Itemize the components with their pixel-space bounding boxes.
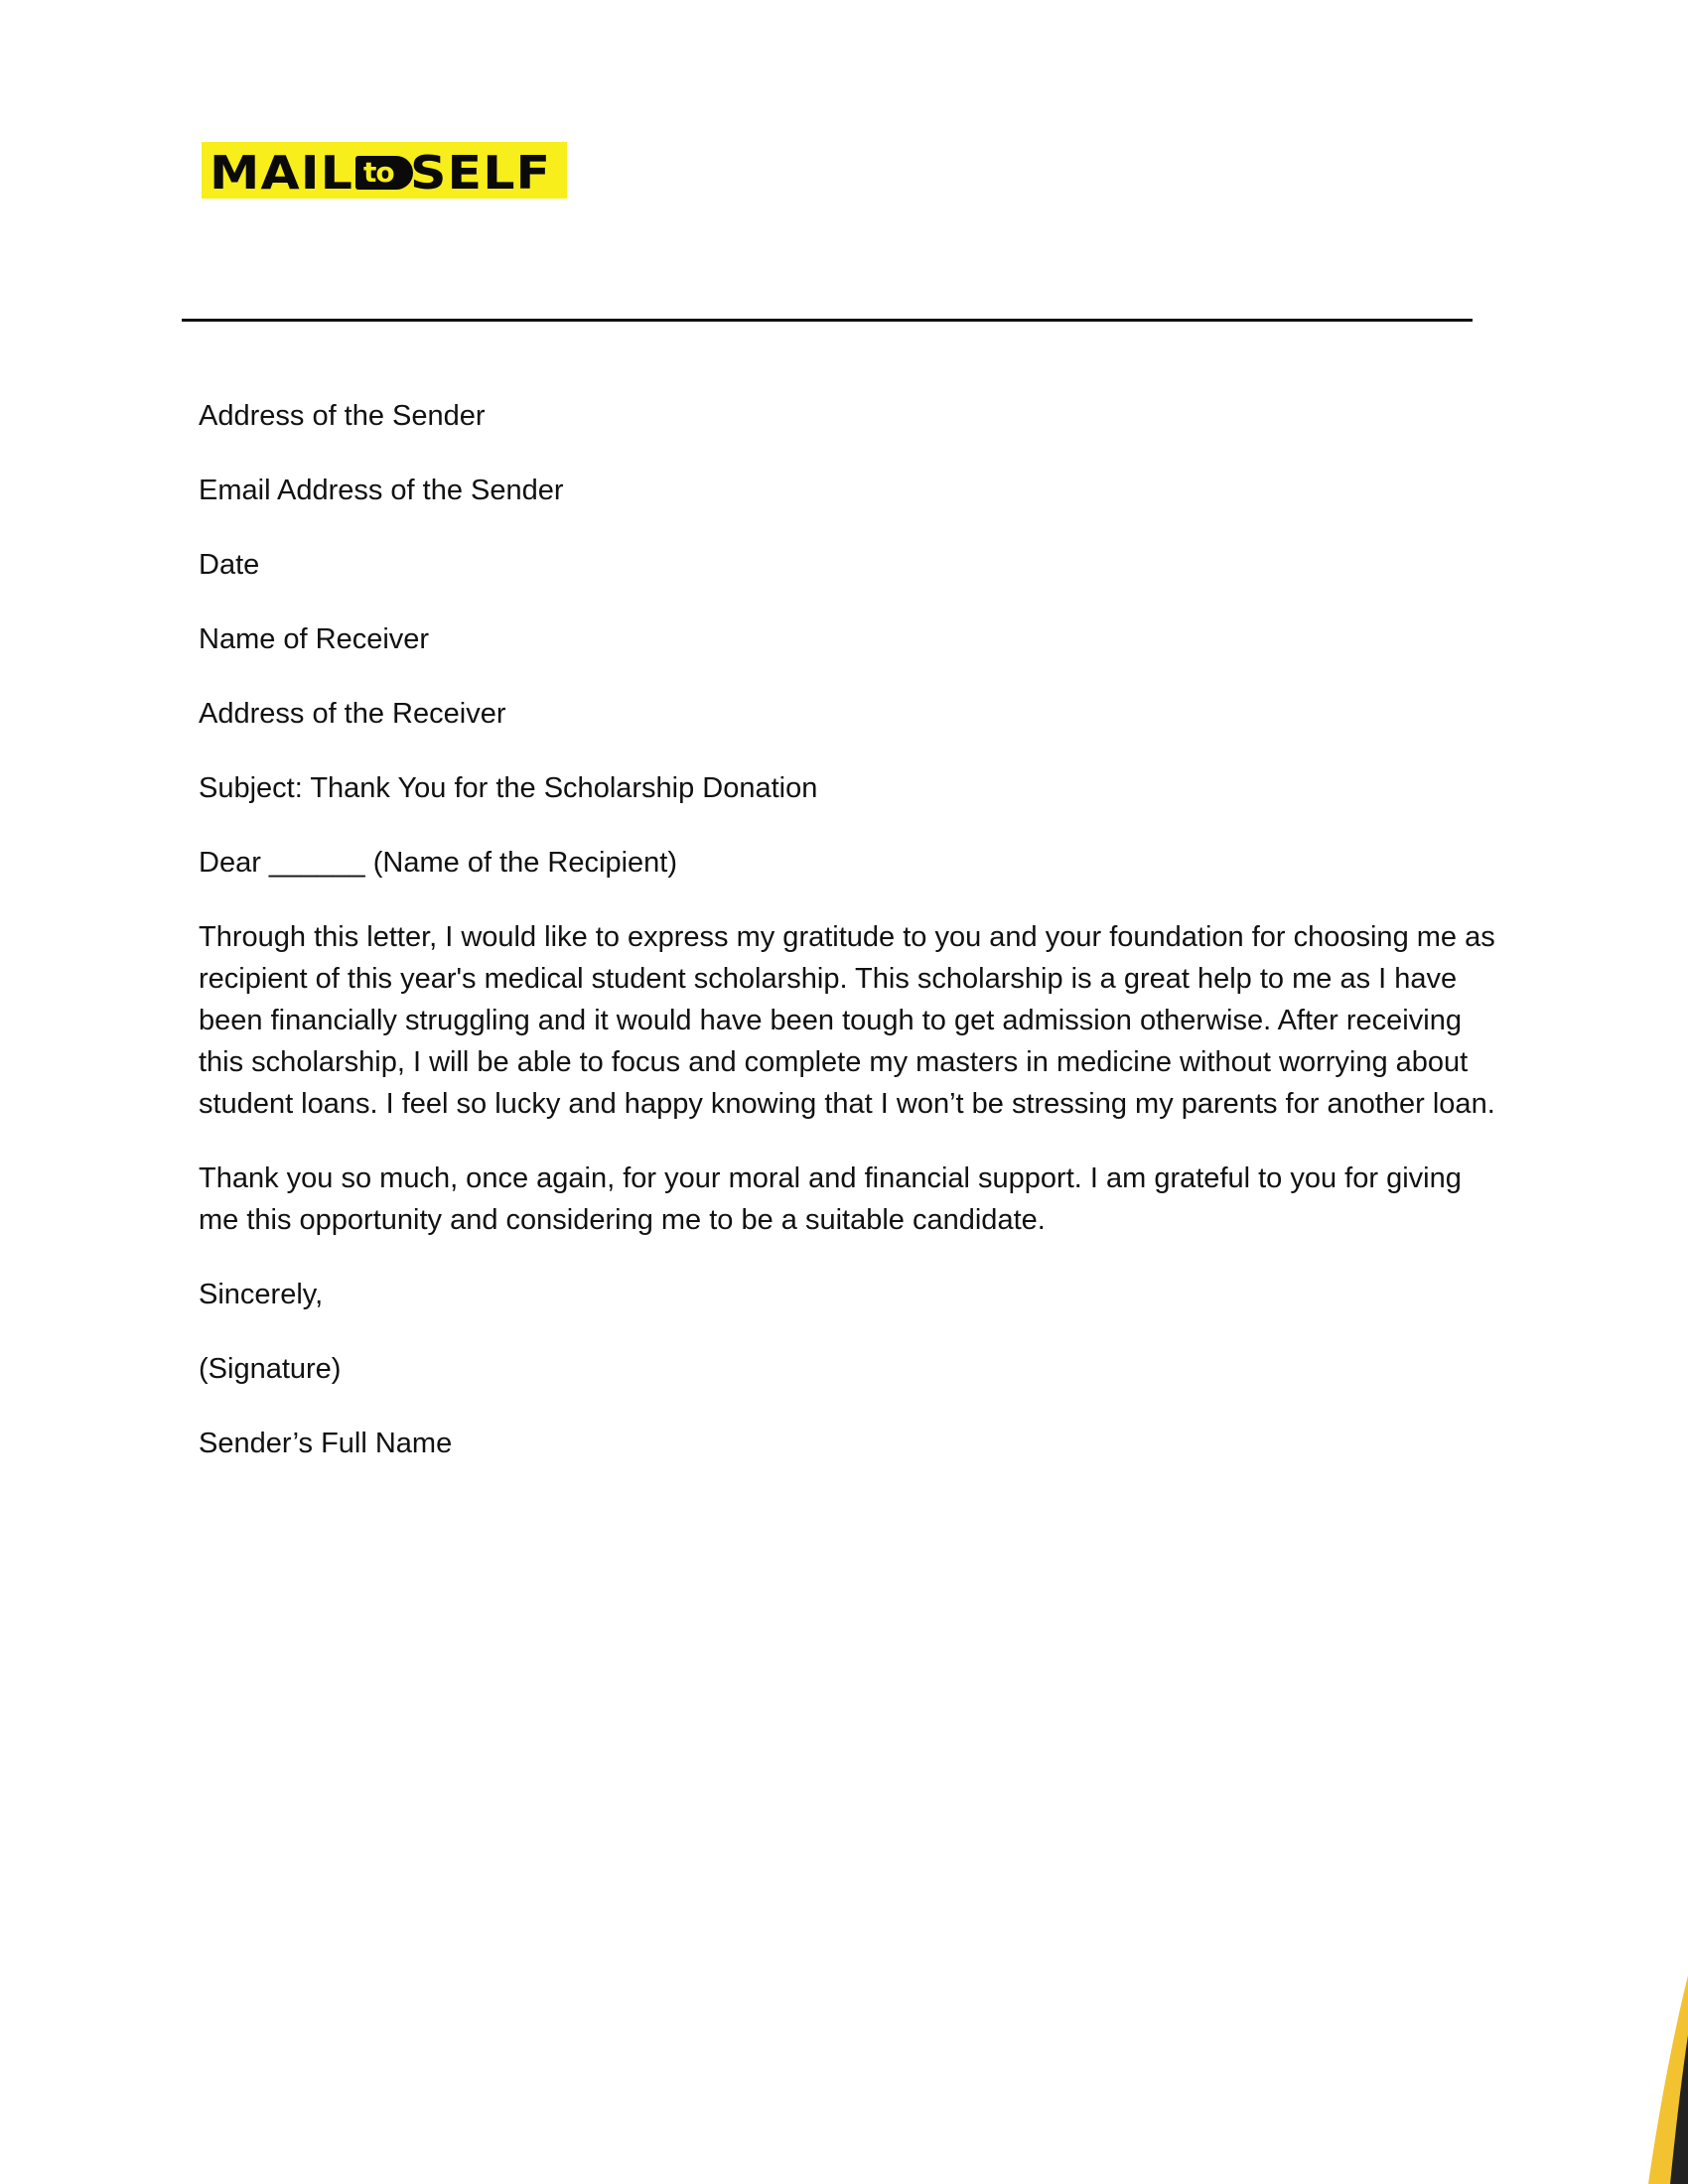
letter-subject: Subject: Thank You for the Scholarship Donation xyxy=(199,772,818,804)
signature-placeholder: (Signature) xyxy=(199,1353,342,1385)
sender-email: Email Address of the Sender xyxy=(199,475,564,506)
logo-text-mail: MAIL xyxy=(210,146,353,199)
closing: Sincerely, xyxy=(199,1279,324,1310)
letter-body xyxy=(199,395,1499,1497)
corner-decoration xyxy=(1628,1976,1688,2184)
body-paragraph-2: Thank you so much, once again, for your moral and financial support. I am grateful to you for giving me this opportunity and considering me to be a suitable candidate. xyxy=(199,1162,1462,1236)
logo-text-self: SELF xyxy=(410,146,552,199)
body-paragraph-1: Through this letter, I would like to express my gratitude to you and your foundation for choosing me as recipient of this year's medical student scholarship. This scholarship is a great help to me as I have been financially struggling and it would have been tough to get admission otherwise. After receiving this scholarship, I will be able to focus and complete my masters in medicine without worrying about student loans. I feel so lucky and happy knowing that I won’t be stressing my parents for another loan. xyxy=(199,921,1495,1120)
header-divider xyxy=(182,319,1473,322)
receiver-name: Name of Receiver xyxy=(199,623,430,655)
logo-text-to: to xyxy=(363,156,394,189)
sender-address: Address of the Sender xyxy=(199,400,486,432)
brand-logo xyxy=(202,142,567,199)
sender-full-name: Sender’s Full Name xyxy=(199,1428,453,1459)
receiver-address: Address of the Receiver xyxy=(199,698,506,730)
salutation: Dear ______ (Name of the Recipient) xyxy=(199,847,677,879)
letter-date: Date xyxy=(199,549,260,581)
